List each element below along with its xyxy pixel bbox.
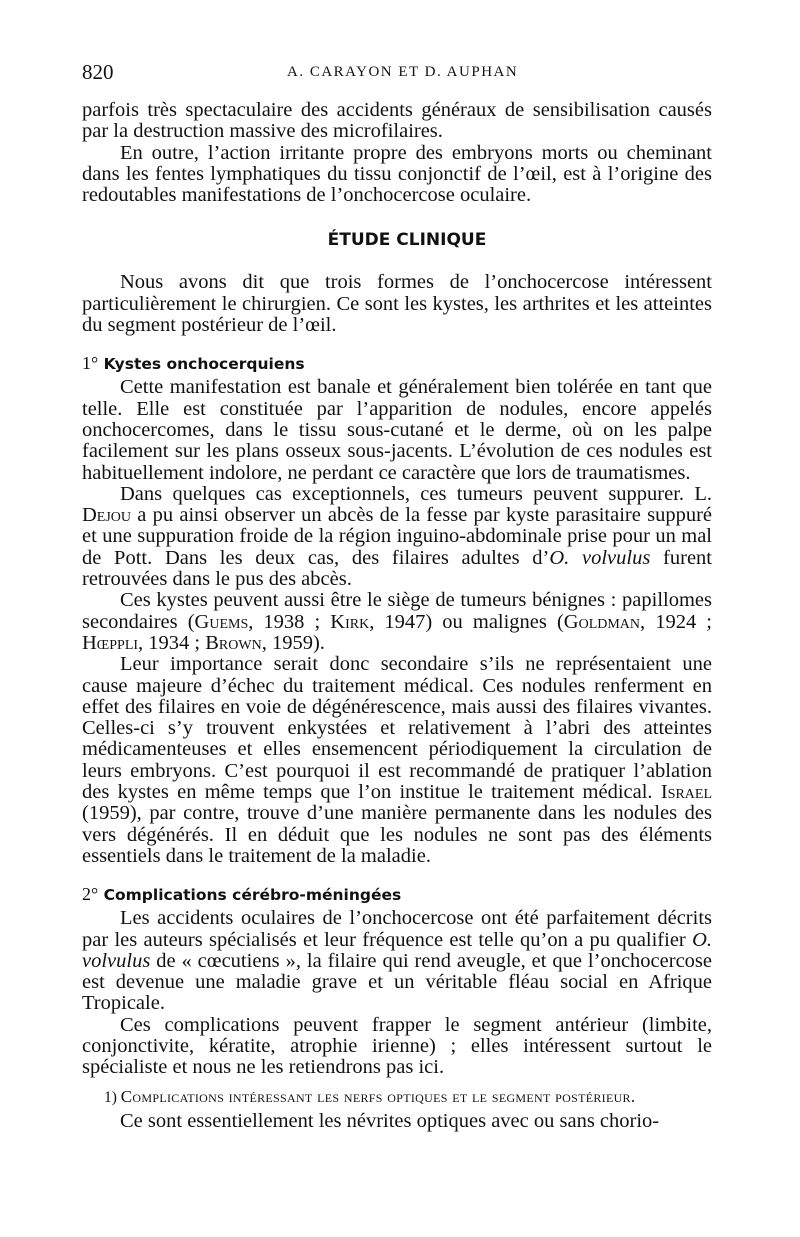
author-name: Kirk [330,610,370,633]
subsubsection-number: 1) [104,1088,117,1106]
text-run: de « cœcutiens », la filaire qui rend aveugle, et que l’onchocercose est devenue une maladie grave et un véritable fléau social en Afrique Tropicale. [82,949,712,1015]
paragraph: En outre, l’action irritante propre des embryons morts ou cheminant dans les fentes lymphatiques du tissu conjonctif de l’œil, est à l’origine des redoutables manifestations de l’onchocercose oculaire. [82,141,712,207]
page-header [82,60,712,86]
subsubsection-title: Complications intéressant les nerfs optiques et le segment postérieur. [120,1086,636,1106]
author-name: Dejou [82,504,132,527]
text-run: Leur importance serait donc secondaire s’ils ne représentaient une cause majeure d’échec du traitement médical. Ces nodules renferment en effet des filaires en voie de dégénérescence, mais aussi des filaires vivantes. Celles-ci s’y trouvent enkystées et relativement à l’abri des atteintes médicamenteuses et elles ensemencent périodiquement la circulation de leurs embryons. C’est pourquoi il est recommandé de pratiquer l’ablation des kystes en même temps que l’on institue le traitement médical. [82,653,712,804]
species-name: O. volvulus [82,928,712,972]
author-name: Israel [660,781,712,804]
page-body [82,100,712,1132]
paragraph: Ces complications peuvent frapper le segment antérieur (limbite, conjonctivite, kératite, atrophie irienne) ; elles intéressent surtout le spécialiste et nous ne les retiendrons pas ici. [82,1013,712,1079]
text-run: furent retrouvées dans le pus des abcès. [82,546,712,591]
author-name: Hœppli [82,631,139,654]
text-run: a pu ainsi observer un abcès de la fesse par kyste parasitaire suppuré et une suppuration froide de la région inguino-abdominale prise pour un mal de Pott. Dans les deux cas, des filaires adultes d’ [82,504,712,569]
subsection-title: Complications cérébro-méningées [103,886,402,905]
paragraph: Nous avons dit que trois formes de l’onchocercose intéressent particulièrement le chirurgien. Ce sont les kystes, les arthrites et les atteintes du segment postérieur de l’œil. [82,271,712,337]
subsection-heading [82,884,712,906]
species-name: O. volvulus [549,546,651,569]
subsection-title: Kystes onchocerquiens [103,355,305,374]
text-run: , 1924 ; [640,610,712,633]
paragraph [82,590,712,654]
text-run: Ces kystes peuvent aussi être le siège de tumeurs bénignes : papillomes secondaires ( [82,589,712,633]
section-title: ÉTUDE CLINIQUE [327,230,487,251]
subsection-heading [82,353,712,375]
author-name: Goldman [563,610,641,633]
text-run: (1959), par contre, trouve d’une manière permanente dans les nodules des vers dégénérés. Il en déduit que les nodules ne sont pas des éléments essentiels dans le traitement de la maladie. [82,802,712,867]
paragraph: Ce sont essentiellement les névrites optiques avec ou sans chorio- [120,1109,660,1132]
running-head: A. CARAYON ET D. AUPHAN [287,64,519,80]
paragraph: parfois très spectaculaire des accidents généraux de sensibilisation causés par la destruction massive des microfilaires. [82,99,712,143]
text-run: , 1959). [261,631,325,654]
text-run: Les accidents oculaires de l’onchocercose ont été parfaitement décrits par les auteurs spécialisés et leur fréquence est telle qu’on a pu qualifier [82,907,712,951]
text-run: , 1934 ; [138,631,206,654]
author-name: Guems [194,610,249,633]
subsection-number: 1° [82,353,99,374]
paragraph: Cette manifestation est banale et généralement bien tolérée en tant que telle. Elle est constituée par l’apparition de nodules, encore appelés onchocercomes, dans le tissu sous-cutané et le derme, où on les palpe facilement sur les plans osseux sous-jacents. L’évolution de ces nodules est habituellement indolore, ne perdant ce caractère que lors de traumatismes. [82,376,712,484]
paragraph [82,484,712,590]
paragraph [82,654,712,867]
text-run: , 1938 ; [248,610,331,633]
subsubsection-heading [104,1087,712,1107]
page-number: 820 [82,60,114,84]
subsection-number: 2° [82,884,99,905]
text-run: , 1947) ou malignes ( [369,610,564,633]
paragraph [82,908,712,1014]
text-run: Dans quelques cas exceptionnels, ces tumeurs peuvent suppurer. L. [120,482,712,505]
author-name: Brown [205,631,262,654]
